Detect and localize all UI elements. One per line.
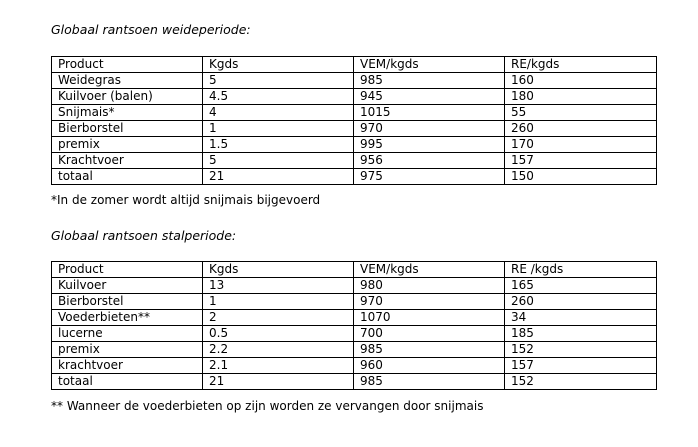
table-cell: 4 [203, 105, 354, 121]
table-cell: premix [52, 342, 203, 358]
table-row [52, 294, 657, 310]
table-total-row [52, 169, 657, 185]
weide-table [51, 56, 657, 185]
table-cell: 160 [505, 73, 657, 89]
table-cell: 34 [505, 310, 657, 326]
column-header: VEM/kgds [354, 262, 505, 278]
table-cell: 170 [505, 137, 657, 153]
column-header: Product [52, 57, 203, 73]
table-row [52, 105, 657, 121]
table-cell: 956 [354, 153, 505, 169]
table-row [52, 278, 657, 294]
table-cell: 0.5 [203, 326, 354, 342]
table-cell: 157 [505, 153, 657, 169]
table-header-row [52, 57, 657, 73]
table-total-row [52, 374, 657, 390]
table-row [52, 326, 657, 342]
column-header: Product [52, 262, 203, 278]
table-cell: 985 [354, 73, 505, 89]
table-cell: 55 [505, 105, 657, 121]
table-row [52, 358, 657, 374]
table-cell: Snijmais* [52, 105, 203, 121]
stal-footnote: ** Wanneer de voederbieten op zijn worden ze vervangen door snijmais [51, 399, 484, 413]
table-cell: 2.1 [203, 358, 354, 374]
table-cell: 985 [354, 374, 505, 390]
table-cell: 5 [203, 153, 354, 169]
table-cell: 5 [203, 73, 354, 89]
table-cell: krachtvoer [52, 358, 203, 374]
table-cell: 21 [203, 374, 354, 390]
stal-table [51, 261, 657, 390]
table-cell: 180 [505, 89, 657, 105]
table-cell: 980 [354, 278, 505, 294]
table-cell: 985 [354, 342, 505, 358]
table-cell: 1015 [354, 105, 505, 121]
table-cell: 185 [505, 326, 657, 342]
table-cell: 165 [505, 278, 657, 294]
column-header: VEM/kgds [354, 57, 505, 73]
table-cell: Krachtvoer [52, 153, 203, 169]
table-cell: Kuilvoer [52, 278, 203, 294]
table-cell: 1 [203, 121, 354, 137]
table-cell: totaal [52, 169, 203, 185]
table-row [52, 73, 657, 89]
table-cell: totaal [52, 374, 203, 390]
table-cell: lucerne [52, 326, 203, 342]
column-header: RE/kgds [505, 57, 657, 73]
table-cell: 960 [354, 358, 505, 374]
table-cell: 700 [354, 326, 505, 342]
column-header: Kgds [203, 262, 354, 278]
table-cell: 152 [505, 342, 657, 358]
table-cell: 970 [354, 121, 505, 137]
table-cell: 13 [203, 278, 354, 294]
table-row [52, 137, 657, 153]
table-cell: 1 [203, 294, 354, 310]
table-cell: 21 [203, 169, 354, 185]
table-cell: 2.2 [203, 342, 354, 358]
table-cell: 152 [505, 374, 657, 390]
table-row [52, 89, 657, 105]
table-cell: 970 [354, 294, 505, 310]
table-cell: 1.5 [203, 137, 354, 153]
table-cell: 975 [354, 169, 505, 185]
weide-title: Globaal rantsoen weideperiode: [51, 22, 251, 37]
table-cell: Voederbieten** [52, 310, 203, 326]
table-cell: premix [52, 137, 203, 153]
table-cell: Bierborstel [52, 294, 203, 310]
table-cell: 945 [354, 89, 505, 105]
table-cell: Weidegras [52, 73, 203, 89]
stal-title: Globaal rantsoen stalperiode: [51, 228, 237, 243]
table-cell: 2 [203, 310, 354, 326]
table-cell: 995 [354, 137, 505, 153]
weide-footnote: *In de zomer wordt altijd snijmais bijgevoerd [51, 193, 321, 207]
column-header: Kgds [203, 57, 354, 73]
table-cell: Kuilvoer (balen) [52, 89, 203, 105]
table-row [52, 342, 657, 358]
table-header-row [52, 262, 657, 278]
table-row [52, 310, 657, 326]
table-cell: Bierborstel [52, 121, 203, 137]
column-header: RE /kgds [505, 262, 657, 278]
table-cell: 260 [505, 294, 657, 310]
table-cell: 157 [505, 358, 657, 374]
table-cell: 260 [505, 121, 657, 137]
table-cell: 4.5 [203, 89, 354, 105]
table-cell: 1070 [354, 310, 505, 326]
table-row [52, 153, 657, 169]
table-cell: 150 [505, 169, 657, 185]
table-row [52, 121, 657, 137]
